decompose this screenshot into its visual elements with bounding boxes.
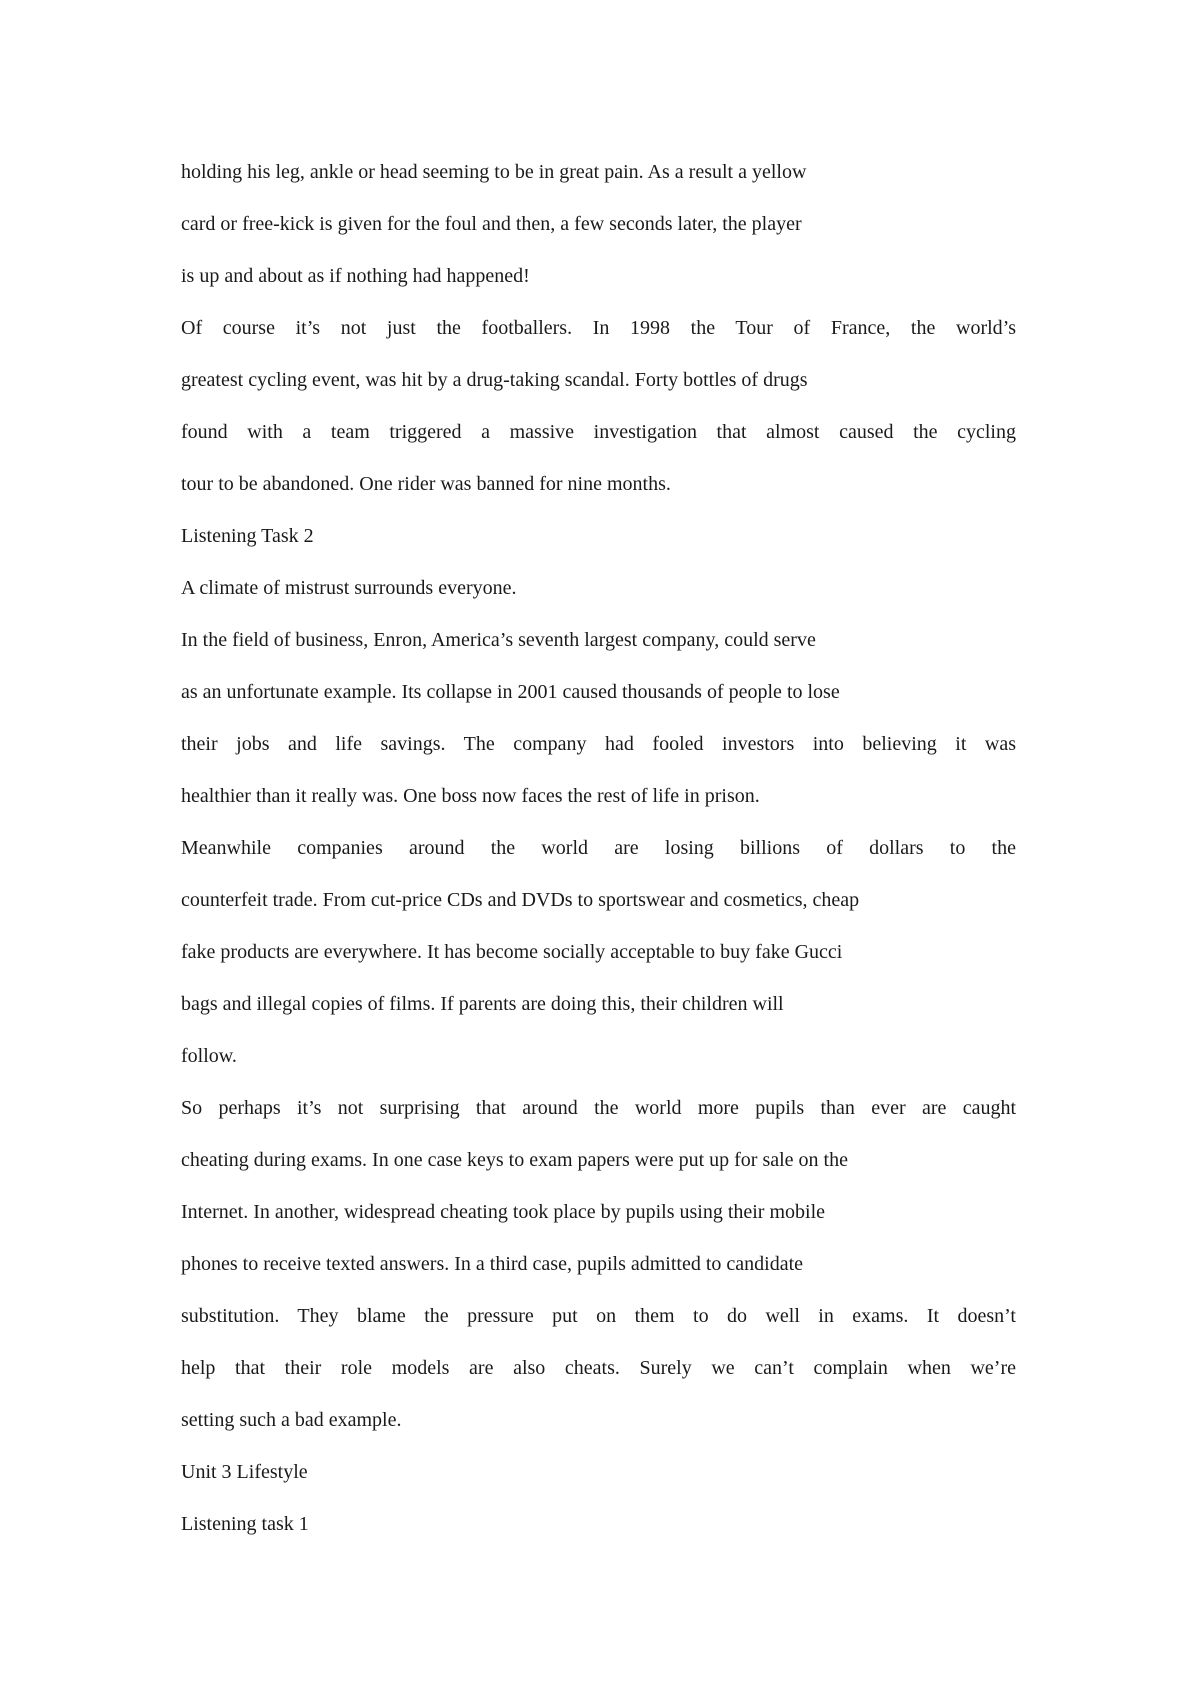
text-line: fake products are everywhere. It has become socially acceptable to buy fake Gucci xyxy=(181,941,843,963)
text-line: is up and about as if nothing had happened! xyxy=(181,265,530,287)
text-line: their jobs and life savings. The company had fooled investors into believing it was xyxy=(181,733,1016,755)
text-line: card or free-kick is given for the foul and then, a few seconds later, the player xyxy=(181,213,802,235)
section-heading: Listening Task 2 xyxy=(181,525,314,547)
text-line: counterfeit trade. From cut-price CDs and DVDs to sportswear and cosmetics, cheap xyxy=(181,889,860,911)
text-line: greatest cycling event, was hit by a drug-taking scandal. Forty bottles of drugs xyxy=(181,369,808,391)
text-line: Internet. In another, widespread cheating took place by pupils using their mobile xyxy=(181,1201,826,1223)
section-heading: Listening task 1 xyxy=(181,1513,309,1535)
text-line: In the field of business, Enron, America’s seventh largest company, could serve xyxy=(181,629,816,651)
text-line: as an unfortunate example. Its collapse in 2001 caused thousands of people to lose xyxy=(181,681,840,703)
text-line: follow. xyxy=(181,1045,237,1067)
text-line: found with a team triggered a massive investigation that almost caused the cycling xyxy=(181,421,1016,443)
text-line: bags and illegal copies of films. If parents are doing this, their children will xyxy=(181,993,784,1015)
text-line: setting such a bad example. xyxy=(181,1409,402,1431)
text-line: holding his leg, ankle or head seeming to be in great pain. As a result a yellow xyxy=(181,161,807,183)
text-line: tour to be abandoned. One rider was banned for nine months. xyxy=(181,473,671,495)
unit-heading: Unit 3 Lifestyle xyxy=(181,1461,308,1483)
text-line: substitution. They blame the pressure put on them to do well in exams. It doesn’t xyxy=(181,1305,1016,1327)
text-line: Of course it’s not just the footballers. In 1998 the Tour of France, the world’s xyxy=(181,317,1016,339)
text-line: So perhaps it’s not surprising that around the world more pupils than ever are caught xyxy=(181,1097,1016,1119)
text-line: help that their role models are also cheats. Surely we can’t complain when we’re xyxy=(181,1357,1016,1379)
text-line: phones to receive texted answers. In a third case, pupils admitted to candidate xyxy=(181,1253,804,1275)
text-line: Meanwhile companies around the world are losing billions of dollars to the xyxy=(181,837,1016,859)
text-line: A climate of mistrust surrounds everyone. xyxy=(181,577,517,599)
text-line: cheating during exams. In one case keys to exam papers were put up for sale on the xyxy=(181,1149,848,1171)
text-line: healthier than it really was. One boss now faces the rest of life in prison. xyxy=(181,785,760,807)
document-body xyxy=(181,152,1016,1556)
